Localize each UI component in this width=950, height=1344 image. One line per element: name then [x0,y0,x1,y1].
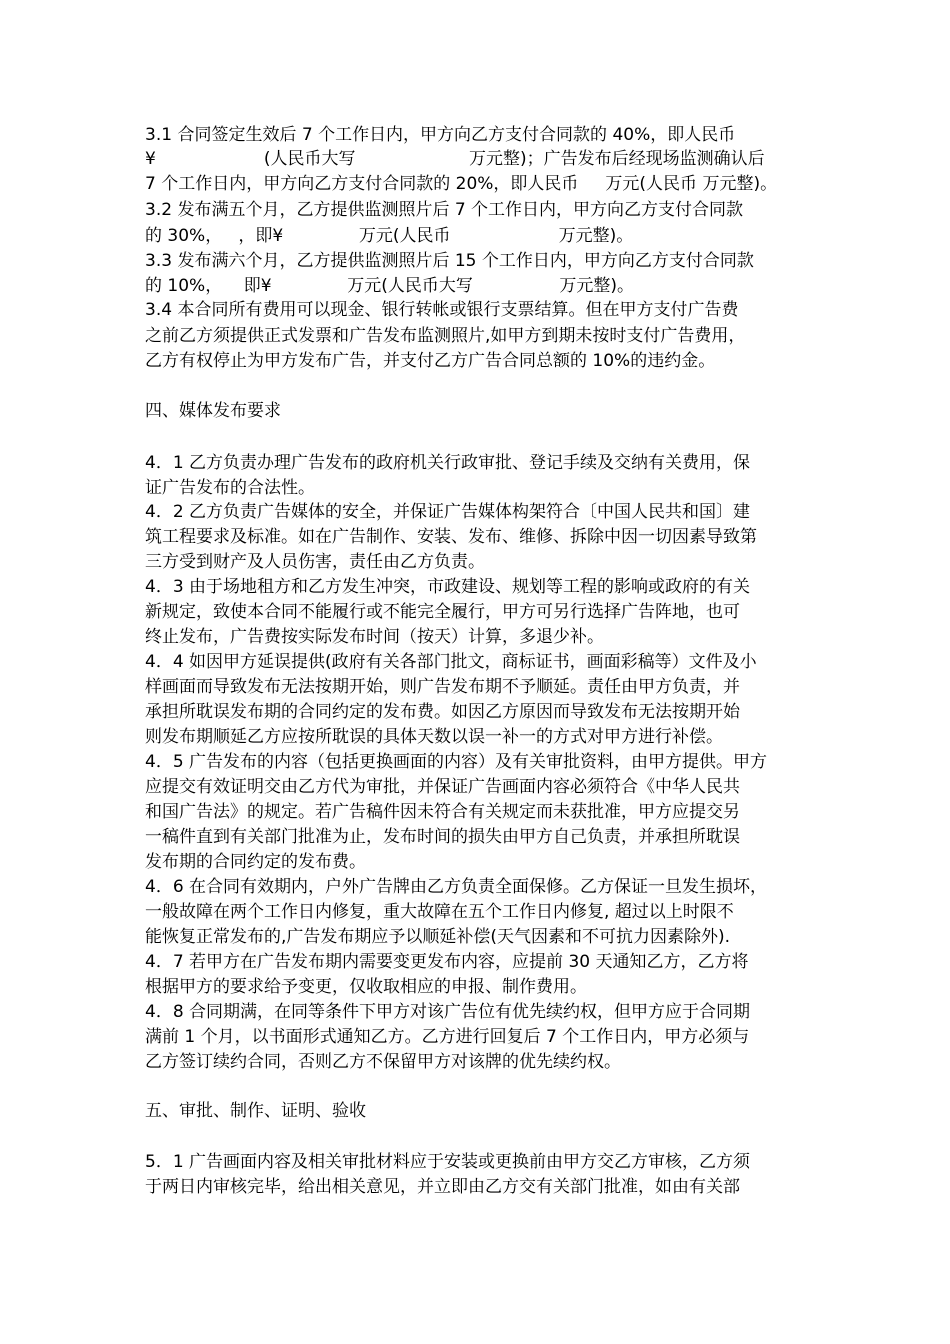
text-line: 样画面而导致发布无法按期开始，则广告发布期不予顺延。责任由甲方负责，并 [145,677,740,697]
text-line: 3.2 发布满五个月，乙方提供监测照片后 7 个工作日内，甲方向乙方支付合同款 [145,200,744,220]
text-line: 4．7 若甲方在广告发布期内需要变更发布内容，应提前 30 天通知乙方，乙方将 [145,952,749,972]
text-line: 3.1 合同签定生效后 7 个工作日内，甲方向乙方支付合同款的 40%，即人民币 [145,125,736,145]
text-line: 筑工程要求及标准。如在广告制作、安装、发布、维修、拆除中因一切因素导致第 [145,527,757,547]
text-line: 新规定，致使本合同不能履行或不能完全履行，甲方可另行选择广告阵地，也可 [145,602,740,622]
text-line: 4．3 由于场地租方和乙方发生冲突，市政建设、规划等工程的影响或政府的有关 [145,577,751,597]
text-line: 则发布期顺延乙方应按所耽误的具体天数以误一补一的方式对甲方进行补偿。 [145,727,723,747]
text-line: 承担所耽误发布期的合同约定的发布费。如因乙方原因而导致发布无法按期开始 [145,702,740,722]
text-line: 4．6 在合同有效期内，户外广告牌由乙方负责全面保修。乙方保证一旦发生损坏， [145,877,768,897]
text-line: 4．2 乙方负责广告媒体的安全，并保证广告媒体构架符合〔中国人民共和国〕建 [145,502,751,522]
section-heading: 四、媒体发布要求 [145,401,281,421]
text-line: 3.3 发布满六个月，乙方提供监测照片后 15 个工作日内，甲方向乙方支付合同款 [145,251,754,271]
section-heading: 五、审批、制作、证明、验收 [145,1101,366,1121]
text-line: 一般故障在两个工作日内修复，重大故障在五个工作日内修复, 超过以上时限不 [145,902,734,922]
text-line: 证广告发布的合法性。 [145,478,315,498]
text-line: 之前乙方须提供正式发票和广告发布监测照片,如甲方到期未按时支付广告费用， [145,326,746,346]
text-line: 4．4 如因甲方延误提供(政府有关各部门批文，商标证书，画面彩稿等）文件及小 [145,652,757,672]
text-line: 应提交有效证明交由乙方代为审批，并保证广告画面内容必须符合《中华人民共 [145,777,740,797]
text-line: 三方受到财产及人员伤害，责任由乙方负责。 [145,552,485,572]
text-line: ¥ (人民币大写 万元整)；广告发布后经现场监测确认后 [145,149,765,169]
text-line: 乙方签订续约合同，否则乙方不保留甲方对该牌的优先续约权。 [145,1052,621,1072]
text-line: 的 30%， ，即¥ 万元(人民币 万元整)。 [145,226,634,246]
text-line: 5．1 广告画面内容及相关审批材料应于安装或更换前由甲方交乙方审核，乙方须 [145,1152,751,1172]
text-line: 3.4 本合同所有费用可以现金、银行转帐或银行支票结算。但在甲方支付广告费 [145,300,739,320]
text-line: 的 10%， 即¥ 万元(人民币大写 万元整)。 [145,276,634,296]
text-line: 发布期的合同约定的发布费。 [145,852,366,872]
text-line: 4．8 合同期满，在同等条件下甲方对该广告位有优先续约权，但甲方应于合同期 [145,1002,751,1022]
text-line: 和国广告法》的规定。若广告稿件因未符合有关规定而未获批准，甲方应提交另 [145,802,740,822]
text-line: 根据甲方的要求给予变更，仅收取相应的申报、制作费用。 [145,977,587,997]
text-line: 7 个工作日内，甲方向乙方支付合同款的 20%，即人民币 万元(人民币 万元整)。 [145,174,778,194]
text-line: 4．1 乙方负责办理广告发布的政府机关行政审批、登记手续及交纳有关费用，保 [145,453,751,473]
text-line: 满前 1 个月，以书面形式通知乙方。乙方进行回复后 7 个工作日内，甲方必须与 [145,1027,750,1047]
text-line: 能恢复正常发布的,广告发布期应予以顺延补偿(天气因素和不可抗力因素除外). [145,927,731,947]
text-line: 于两日内审核完毕，给出相关意见，并立即由乙方交有关部门批准，如由有关部 [145,1177,740,1197]
text-line: 一稿件直到有关部门批准为止，发布时间的损失由甲方自己负责，并承担所耽误 [145,827,740,847]
text-line: 乙方有权停止为甲方发布广告，并支付乙方广告合同总额的 10%的违约金。 [145,351,716,371]
text-line: 终止发布，广告费按实际发布时间（按天）计算，多退少补。 [145,627,604,647]
text-line: 4．5 广告发布的内容（包括更换画面的内容）及有关审批资料，由甲方提供。甲方 [145,752,768,772]
